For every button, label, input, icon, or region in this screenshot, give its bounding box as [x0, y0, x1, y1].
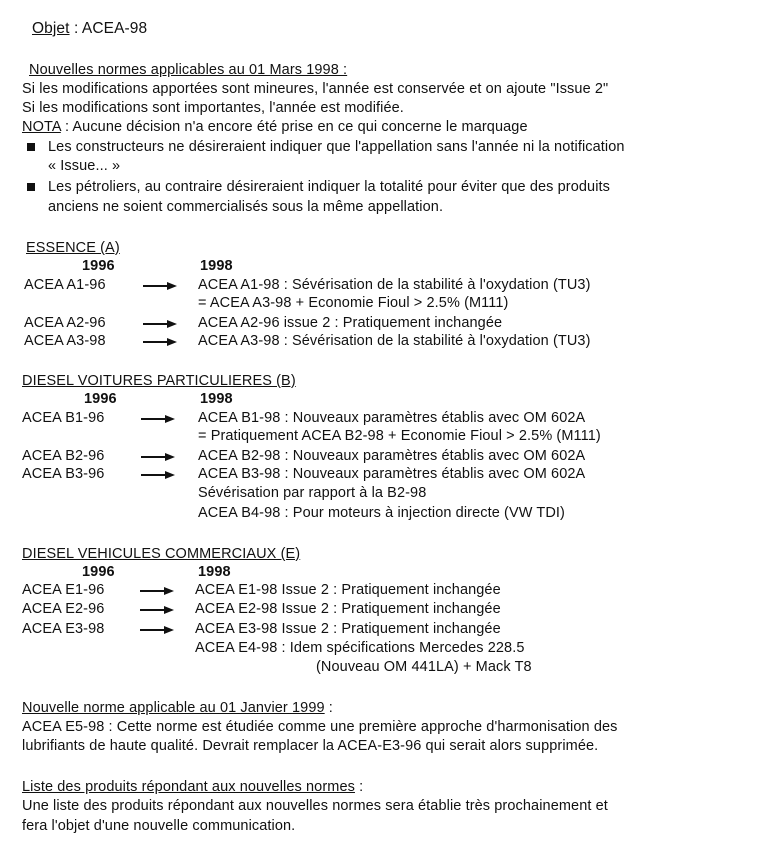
objet-value: : ACEA-98 — [69, 20, 148, 37]
new-norm-extra: ACEA B4-98 : Pour moteurs à injection directe (VW TDI) — [198, 505, 565, 521]
column-header-1996: 1996 — [82, 258, 115, 274]
bullet-text: Les pétroliers, au contraire désireraient indiquer la totalité pour éviter que des produits — [48, 179, 611, 195]
new-norm: ACEA A2-96 issue 2 : Pratiquement inchangée — [198, 315, 503, 331]
old-norm: ACEA A3-98 — [24, 333, 106, 349]
old-norm: ACEA B2-96 — [22, 448, 105, 464]
old-norm: ACEA A2-96 — [24, 315, 106, 331]
arrow-right-icon — [143, 319, 177, 329]
arrow-right-icon — [140, 586, 174, 596]
nota-text: : Aucune décision n'a encore été prise en ce qui concerne le marquage — [60, 119, 528, 135]
new-norm: ACEA E3-98 Issue 2 : Pratiquement inchangée — [195, 621, 501, 637]
arrow-right-icon — [141, 470, 175, 480]
arrow-right-icon — [143, 281, 177, 291]
new-norm-extra: ACEA E4-98 : Idem spécifications Mercedes 228.5 — [195, 640, 525, 656]
paragraph-line: Si les modifications apportées sont mineures, l'année est conservée et on ajoute "Issue 2" — [22, 81, 609, 97]
column-header-1998: 1998 — [200, 258, 233, 274]
bullet-text: anciens ne soient commercialisés sous la même appellation. — [48, 199, 444, 215]
new-norm: ACEA E2-98 Issue 2 : Pratiquement inchangée — [195, 601, 501, 617]
new-norm: ACEA A3-98 : Sévérisation de la stabilité à l'oxydation (TU3) — [198, 333, 591, 349]
new-norm-continuation: = Pratiquement ACEA B2-98 + Economie Fioul > 2.5% (M111) — [198, 428, 601, 444]
bullet-square-icon — [27, 143, 35, 151]
new-norm: ACEA B3-98 : Nouveaux paramètres établis avec OM 602A — [198, 466, 586, 482]
section-heading-janvier-1999 — [22, 700, 333, 717]
section-heading-liste — [22, 779, 363, 796]
paragraph-line: lubrifiants de haute qualité. Devrait remplacer la ACEA-E3-96 qui serait alors supprimée. — [22, 738, 599, 754]
section-heading-diesel-vc: DIESEL VEHICULES COMMERCIAUX (E) — [22, 546, 301, 562]
bullet-text: Les constructeurs ne désireraient indiquer que l'appellation sans l'année ni la notification — [48, 139, 625, 155]
new-norm: ACEA A1-98 : Sévérisation de la stabilité à l'oxydation (TU3) — [198, 277, 591, 293]
column-header-1996: 1996 — [84, 391, 117, 407]
new-norm: ACEA B2-98 : Nouveaux paramètres établis avec OM 602A — [198, 448, 586, 464]
old-norm: ACEA B1-96 — [22, 410, 105, 426]
section-heading-essence: ESSENCE (A) — [26, 240, 120, 256]
heading-text: Liste des produits répondant aux nouvelles normes — [22, 779, 355, 795]
objet-label: Objet — [32, 20, 70, 37]
section-heading-diesel-vp: DIESEL VOITURES PARTICULIERES (B) — [22, 373, 296, 389]
bullet-square-icon — [27, 183, 35, 191]
column-header-1998: 1998 — [198, 564, 231, 580]
new-norm: ACEA B1-98 : Nouveaux paramètres établis avec OM 602A — [198, 410, 586, 426]
paragraph-line: Une liste des produits répondant aux nouvelles normes sera établie très prochainement et — [22, 798, 608, 814]
arrow-right-icon — [141, 452, 175, 462]
new-norm: ACEA E1-98 Issue 2 : Pratiquement inchangée — [195, 582, 501, 598]
nota-label: NOTA — [22, 119, 61, 135]
old-norm: ACEA E2-96 — [22, 601, 105, 617]
arrow-right-icon — [143, 337, 177, 347]
new-norm-continuation: Sévérisation par rapport à la B2-98 — [198, 485, 427, 501]
arrow-right-icon — [140, 605, 174, 615]
new-norm-extra: (Nouveau OM 441LA) + Mack T8 — [316, 659, 532, 675]
column-header-1998: 1998 — [200, 391, 233, 407]
arrow-right-icon — [141, 414, 175, 424]
bullet-text: « Issue... » — [48, 158, 121, 174]
old-norm: ACEA B3-96 — [22, 466, 105, 482]
arrow-right-icon — [140, 625, 174, 635]
paragraph-line: ACEA E5-98 : Cette norme est étudiée comme une première approche d'harmonisation des — [22, 719, 618, 735]
heading-suffix: : — [354, 779, 364, 795]
section-heading-mars-1998: Nouvelles normes applicables au 01 Mars 1998 : — [29, 62, 348, 78]
old-norm: ACEA E3-98 — [22, 621, 105, 637]
new-norm-continuation: = ACEA A3-98 + Economie Fioul > 2.5% (M111) — [198, 295, 509, 311]
old-norm: ACEA A1-96 — [24, 277, 106, 293]
heading-text: Nouvelle norme applicable au 01 Janvier 1999 — [22, 700, 325, 716]
old-norm: ACEA E1-96 — [22, 582, 105, 598]
objet-line — [32, 20, 147, 37]
paragraph-line: fera l'objet d'une nouvelle communication. — [22, 818, 296, 834]
heading-suffix: : — [324, 700, 333, 716]
column-header-1996: 1996 — [82, 564, 115, 580]
paragraph-line: Si les modifications sont importantes, l'année est modifiée. — [22, 100, 404, 116]
nota-line — [22, 119, 528, 136]
